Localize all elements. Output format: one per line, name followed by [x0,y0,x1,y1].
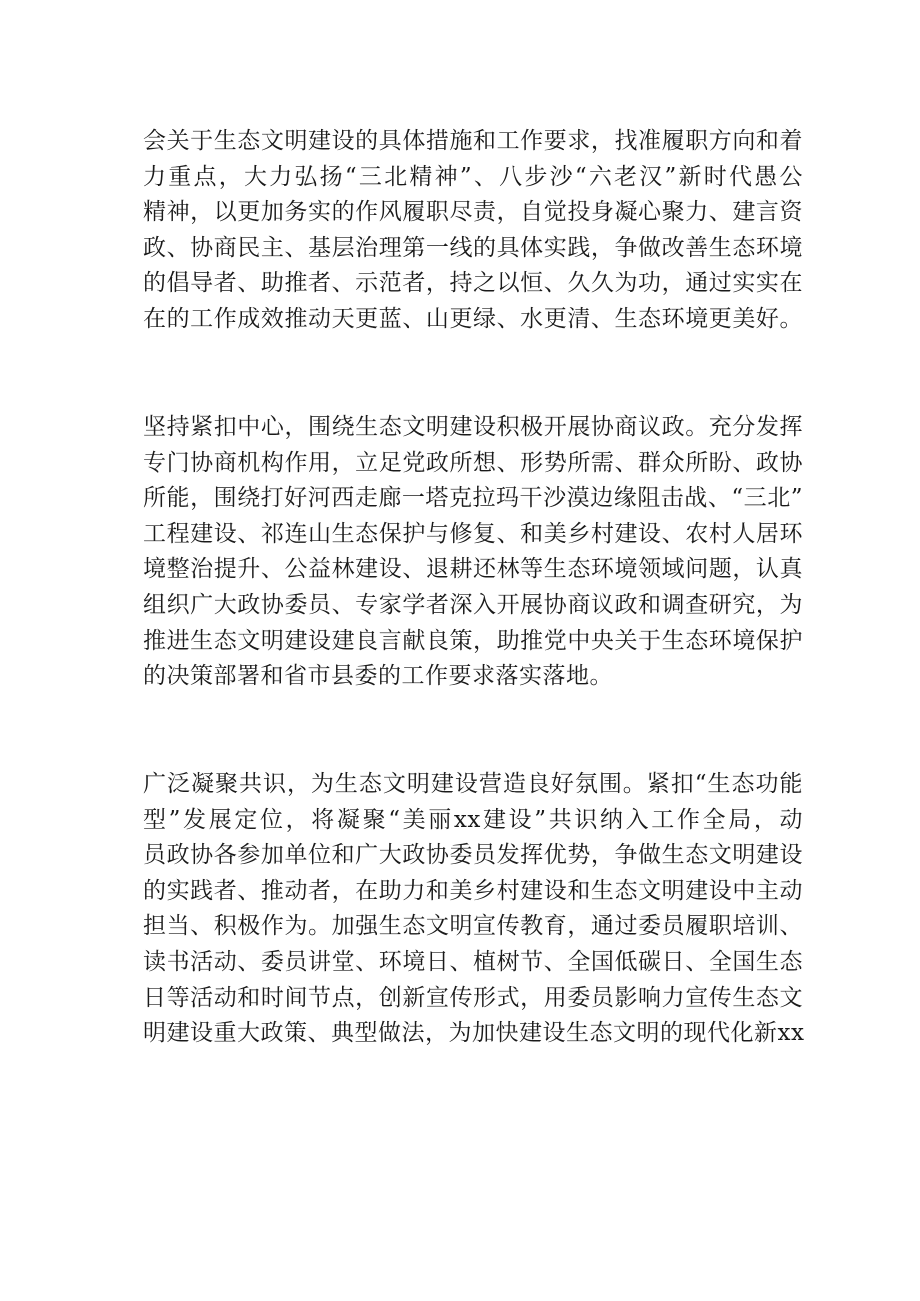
text-line: 工程建设、祁连山生态保护与修复、和美乡村建设、农村人居环 [143,520,803,547]
text-line: 会关于生态文明建设的具体措施和工作要求，找准履职方向和着 [143,128,803,154]
text-line: 政、协商民主、基层治理第一线的具体实践，争做改善生态环境 [143,234,803,261]
text-line: 精神，以更加务实的作风履职尽责，自觉投身凝心聚力、建言资 [143,199,803,226]
text-line: 日等活动和时间节点，创新宣传形式，用委员影响力宣传生态文 [143,984,803,1011]
text-line: 的倡导者、助推者、示范者，持之以恒、久久为功，通过实实在 [143,270,803,297]
text-line: 组织广大政协委员、专家学者深入开展协商议政和调查研究，为 [143,591,803,618]
paragraph-1 [143,124,803,338]
text-line: 型”发展定位，将凝聚“美丽xx建设”共识纳入工作全局，动 [143,806,803,833]
text-line: 专门协商机构作用，立足党政所想、形势所需、群众所盼、政协 [143,449,803,476]
text-line: 推进生态文明建设建良言献良策，助推党中央关于生态环境保护 [143,627,803,654]
text-line: 明建设重大政策、典型做法，为加快建设生态文明的现代化新xx [143,1020,805,1047]
text-line: 广泛凝聚共识，为生态文明建设营造良好氛围。紧扣“生态功能 [143,771,803,797]
text-line: 力重点，大力弘扬“三北精神”、八步沙“六老汉”新时代愚公 [143,163,803,190]
text-line: 所能，围绕打好河西走廊一塔克拉玛干沙漠边缘阻击战、“三北” [143,485,803,512]
text-line: 境整治提升、公益林建设、退耕还林等生态环境领域问题，认真 [143,556,803,583]
text-line: 担当、积极作为。加强生态文明宣传教育，通过委员履职培训、 [143,913,803,940]
paragraph-3 [143,767,803,1052]
text-line: 读书活动、委员讲堂、环境日、植树节、全国低碳日、全国生态 [143,948,803,975]
paragraph-2 [143,410,803,695]
text-line: 员政协各参加单位和广大政协委员发挥优势，争做生态文明建设 [143,842,803,869]
text-line: 坚持紧扣中心，围绕生态文明建设积极开展协商议政。充分发挥 [143,414,803,440]
text-line: 在的工作成效推动天更蓝、山更绿、水更清、生态环境更美好。 [143,305,803,332]
text-line: 的决策部署和省市县委的工作要求落实落地。 [143,663,613,690]
text-line: 的实践者、推动者，在助力和美乡村建设和生态文明建设中主动 [143,877,803,904]
